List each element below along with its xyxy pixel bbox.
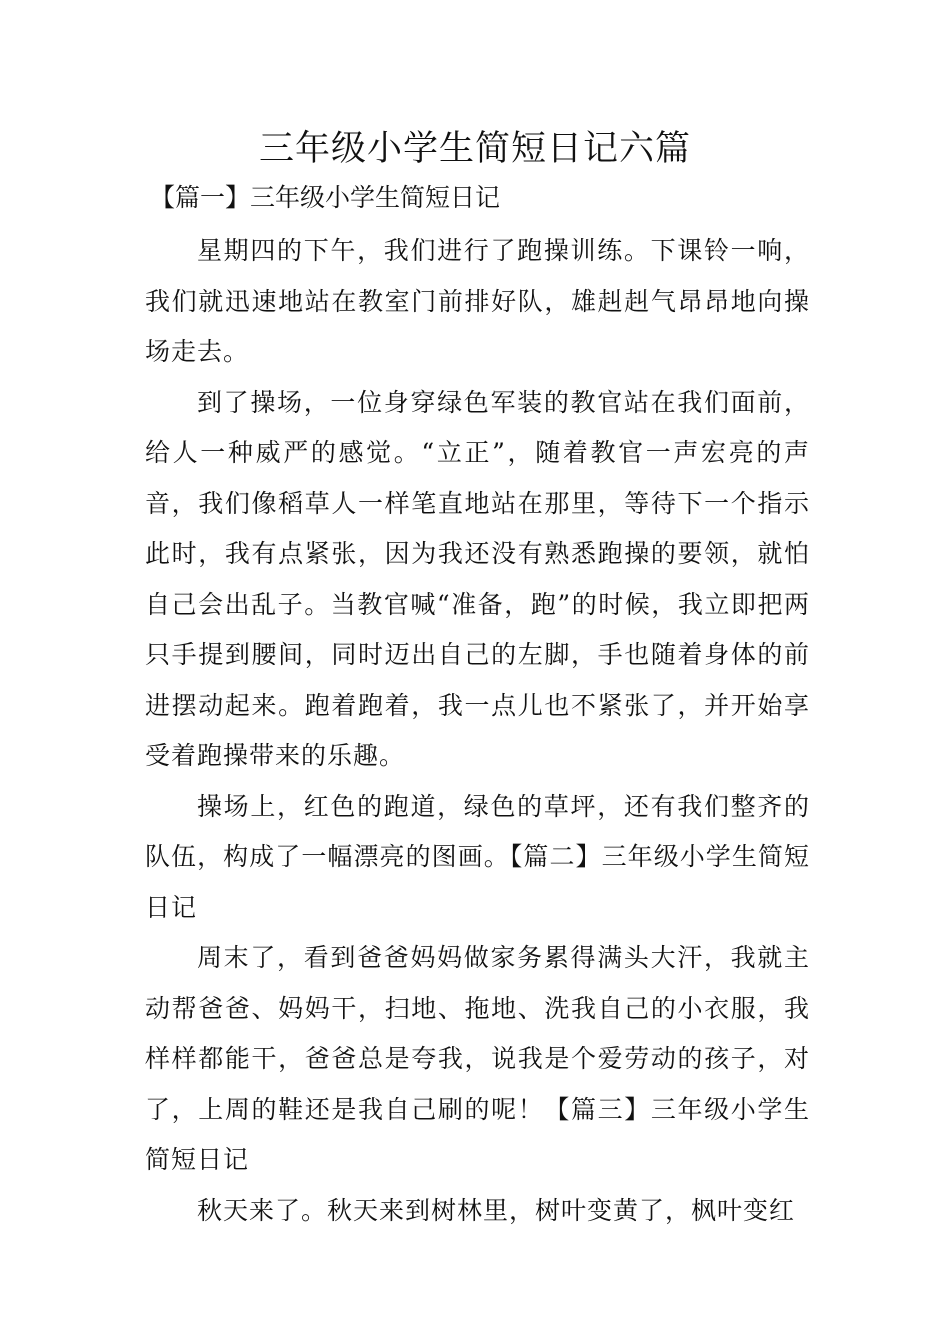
paragraph: 周末了，看到爸爸妈妈做家务累得满头大汗，我就主动帮爸爸、妈妈干，扫地、拖地、洗我自己的小衣服，我样样都能干，爸爸总是夸我，说我是个爱劳动的孩子，对了，上周的鞋还是我自己刷的呢！【篇三】三年级小学生简短日记 bbox=[145, 943, 810, 1174]
paragraph: 秋天来了。秋天来到树林里，树叶变黄了，枫叶变红 bbox=[197, 1195, 796, 1225]
paragraph: 操场上，红色的跑道，绿色的草坪，还有我们整齐的队伍，构成了一幅漂亮的图画。【篇二】三年级小学生简短日记 bbox=[145, 791, 810, 922]
paragraph: 到了操场，一位身穿绿色军装的教官站在我们面前，给人一种威严的感觉。“立正”，随着教官一声宏亮的声音，我们像稻草人一样笔直地站在那里，等待下一个指示此时，我有点紧张，因为我还没有熟悉跑操的要领，就怕自己会出乱子。当教官喊“准备，跑”的时候，我立即把两只手提到腰间，同时迈出自己的左脚，手也随着身体的前进摆动起来。跑着跑着，我一点儿也不紧张了，并开始享受着跑操带来的乐趣。 bbox=[145, 387, 810, 770]
body-text bbox=[145, 226, 810, 1236]
section-heading: 【篇一】三年级小学生简短日记 bbox=[150, 183, 501, 212]
document-title: 三年级小学生简短日记六篇 bbox=[258, 129, 691, 169]
paragraph: 星期四的下午，我们进行了跑操训练。下课铃一响，我们就迅速地站在教室门前排好队，雄赳赳气昂昂地向操场走去。 bbox=[145, 236, 810, 366]
